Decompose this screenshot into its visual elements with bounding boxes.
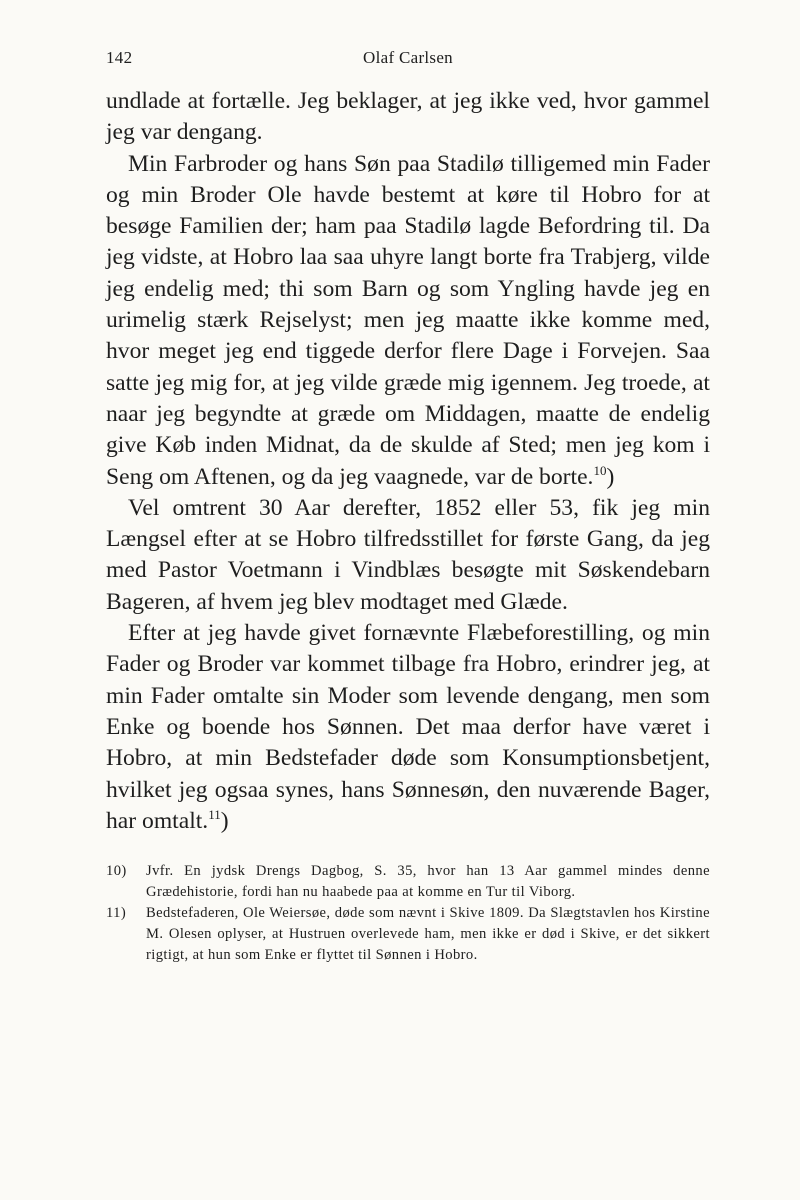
paragraph: undlade at fortælle. Jeg beklager, at jeg ikke ved, hvor gammel jeg var dengang.: [106, 88, 710, 146]
footnote: [106, 861, 710, 902]
page-number: 142: [106, 48, 133, 67]
paragraph: [106, 618, 710, 837]
running-head: Olaf Carlsen: [363, 48, 453, 67]
footnote-number: 11): [106, 905, 127, 922]
footnote-reference: 11: [208, 806, 221, 822]
footnote-reference: 10: [593, 462, 607, 478]
body-text: [106, 86, 710, 837]
footnote-text: Bedstefaderen, Ole Weiersøe, døde som nævnt i Skive 1809. Da Slægtstavlen hos Kirstine M. Olesen oplyser, at Hustruen overlevede ham, men ikke er død i Skive, er det sikkert rigtigt, at hun som Enke er flyttet til Sønnen i Hobro.: [146, 905, 710, 963]
reference-paren: ): [220, 807, 229, 834]
page-header: [106, 44, 710, 74]
paragraph: Vel omtrent 30 Aar derefter, 1852 eller 53, fik jeg min Længsel efter at se Hobro tilfredsstillet for første Gang, da jeg med Pastor Voetmann i Vindblæs besøgte mit Søskendebarn Bageren, af hvem jeg blev modtaget med Glæde.: [106, 494, 710, 615]
book-page: [106, 44, 710, 965]
footnote: [106, 903, 710, 965]
footnote-number: 10): [106, 863, 127, 880]
paragraph-text: Efter at jeg havde givet fornævnte Flæbeforestilling, og min Fader og Broder var kommet tilbage fra Hobro, erindrer jeg, at min Fader omtalte sin Moder som levende dengang, men som Enke og boende hos Sønnen. Det maa derfor have været i Hobro, at min Bedstefader døde som Konsumptionsbetjent, hvilket jeg ogsaa synes, hans Sønnesøn, den nuværende Bager, har omtalt.: [106, 620, 710, 834]
footnote-text: Jvfr. En jydsk Drengs Dagbog, S. 35, hvor han 13 Aar gammel mindes denne Grædehistorie, fordi han nu haabede paa at komme en Tur til Viborg.: [146, 863, 710, 900]
paragraph-text: Min Farbroder og hans Søn paa Stadilø tilligemed min Fader og min Broder Ole havde bestemt at køre til Hobro for at besøge Familien der; ham paa Stadilø lagde Befordring til. Da jeg vidste, at Hobro laa saa uhyre langt borte fra Trabjerg, vilde jeg endelig med; thi som Barn og som Yngling havde jeg en urimelig stærk Rejselyst; men jeg maatte ikke komme med, hvor meget jeg end tiggede derfor flere Dage i Forvejen. Saa satte jeg mig for, at jeg vilde græde mig igennem. Jeg troede, at naar jeg begyndte at græde om Middagen, maatte de endelig give Køb inden Midnat, da de skulde af Sted; men jeg kom i Seng om Aftenen, og da jeg vaagnede, var de borte.: [106, 150, 710, 490]
footnotes: [106, 861, 710, 965]
paragraph: [106, 149, 710, 493]
reference-paren: ): [606, 463, 615, 490]
